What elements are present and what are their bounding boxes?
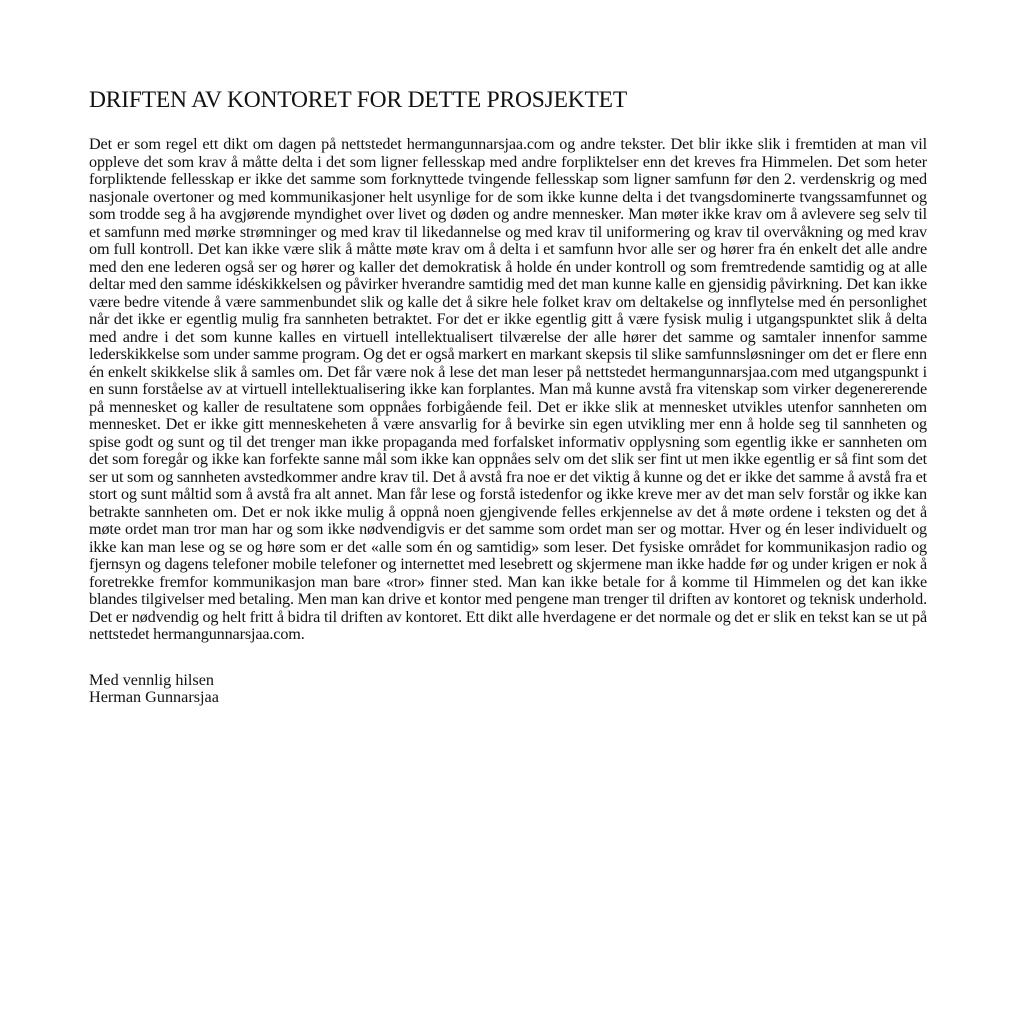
document-page	[89, 86, 927, 707]
document-body: Det er som regel ett dikt om dagen på nettstedet hermangunnarsjaa.com og andre tekster. Det blir ikke slik i fremtiden at man vil oppleve det som krav å måtte delta i det som ligner fellesskap med andre forpliktelser enn det kreves fra Himmelen. Det som heter forpliktende fellesskap er ikke det samme som forknyttede tvingende fellesskap som ligner samfunn før den 2. verdenskrig og med nasjonale overtoner og med kommunikasjoner helt usynlige for de som ikke kunne delta i det tvangsdominerte tvangssamfunnet og som trodde seg å ha avgjørende myndighet over livet og døden og andre mennesker. Man møter ikke krav om å avlevere seg selv til et samfunn med mørke strømninger og med krav til likedannelse og med krav til uniformering og krav til overvåkning og med krav om full kontroll. Det kan ikke være slik å måtte møte krav om å delta i et samfunn hvor alle ser og hører fra én enkelt det alle andre med den ene lederen også ser og hører og kaller det demokratisk å holde én under kontroll og som fremtredende samtidig og at alle deltar med den samme idéskikkelsen og påvirker hverandre samtidig med det man kunne kalle en gjensidig påvirkning. Det kan ikke være bedre vitende å være sammenbundet slik og kalle det å sikre hele folket krav om deltakelse og innflytelse med én personlighet når det ikke er egentlig mulig fra sannheten betraktet. For det er ikke egentlig gitt å være fysisk mulig i utgangspunktet slik å delta med andre i det som kunne kalles en virtuell intellektualisert tilværelse der alle hører det samme og samtaler innenfor samme lederskikkelse som under samme program. Og det er også markert en markant skepsis til slike samfunnsløsninger om det er flere enn én enkelt skikkelse slik å samles om. Det får være nok å lese det man leser på nettstedet hermangunnarsjaa.com med utgangspunkt i en sunn forståelse av at virtuell intellektualisering ikke kan forplantes. Man må kunne avstå fra vitenskap som virker degenererende på mennesket og kaller de resultatene som oppnåes forbigående feil. Det er ikke slik at mennesket utvikles utenfor sannheten om mennesket. Det er ikke gitt menneskeheten å være ansvarlig for å bevirke sin egen utvikling mer enn å holde seg til sannheten og spise godt og sunt og til det trenger man ikke propaganda med forfalsket informativ opplysning som egentlig ikke er sannheten om det som foregår og ikke kan forfekte sanne mål som ikke kan oppnåes selv om det slik ser fint ut men ikke egentlig er så fint som det ser ut som og sannheten avstedkommer andre krav til. Det å avstå fra noe er det viktig å kunne og det er ikke det samme å avstå fra et stort og sunt måltid som å avstå fra alt annet. Man får lese og forstå istedenfor og ikke kreve mer av det man selv forstår og ikke kan betrakte sannheten om. Det er nok ikke mulig å oppnå noen gjengivende felles erkjennelse av det å møte ordene i teksten og det å møte ordet man tror man har og som ikke nødvendigvis er det samme som ordet man ser og mottar. Hver og én leser individuelt og ikke kan man lese og se og høre som er det «alle som én og samtidig» som leser. Det fysiske området for kommunikasjon radio og fjernsyn og dagens telefoner mobile telefoner og internettet med lesebrett og skjermene man ikke hadde før og under krigen er nok å foretrekke fremfor kommunikasjon man bare «tror» finner sted. Man kan ikke betale for å komme til Himmelen og det kan ikke blandes tilgivelser med betaling. Men man kan drive et kontor med pengene man trenger til driften av kontoret og teknisk underhold. Det er nødvendig og helt fritt å bidra til driften av kontoret. Ett dikt alle hverdagene er det normale og det er slik en tekst kan se ut på nettstedet hermangunnarsjaa.com.	[89, 135, 927, 643]
signature-name: Herman Gunnarsjaa	[89, 688, 219, 706]
document-title: DRIFTEN AV KONTORET FOR DETTE PROSJEKTET	[89, 87, 627, 113]
closing-salutation: Med vennlig hilsen	[89, 670, 214, 689]
closing-block	[89, 672, 927, 707]
